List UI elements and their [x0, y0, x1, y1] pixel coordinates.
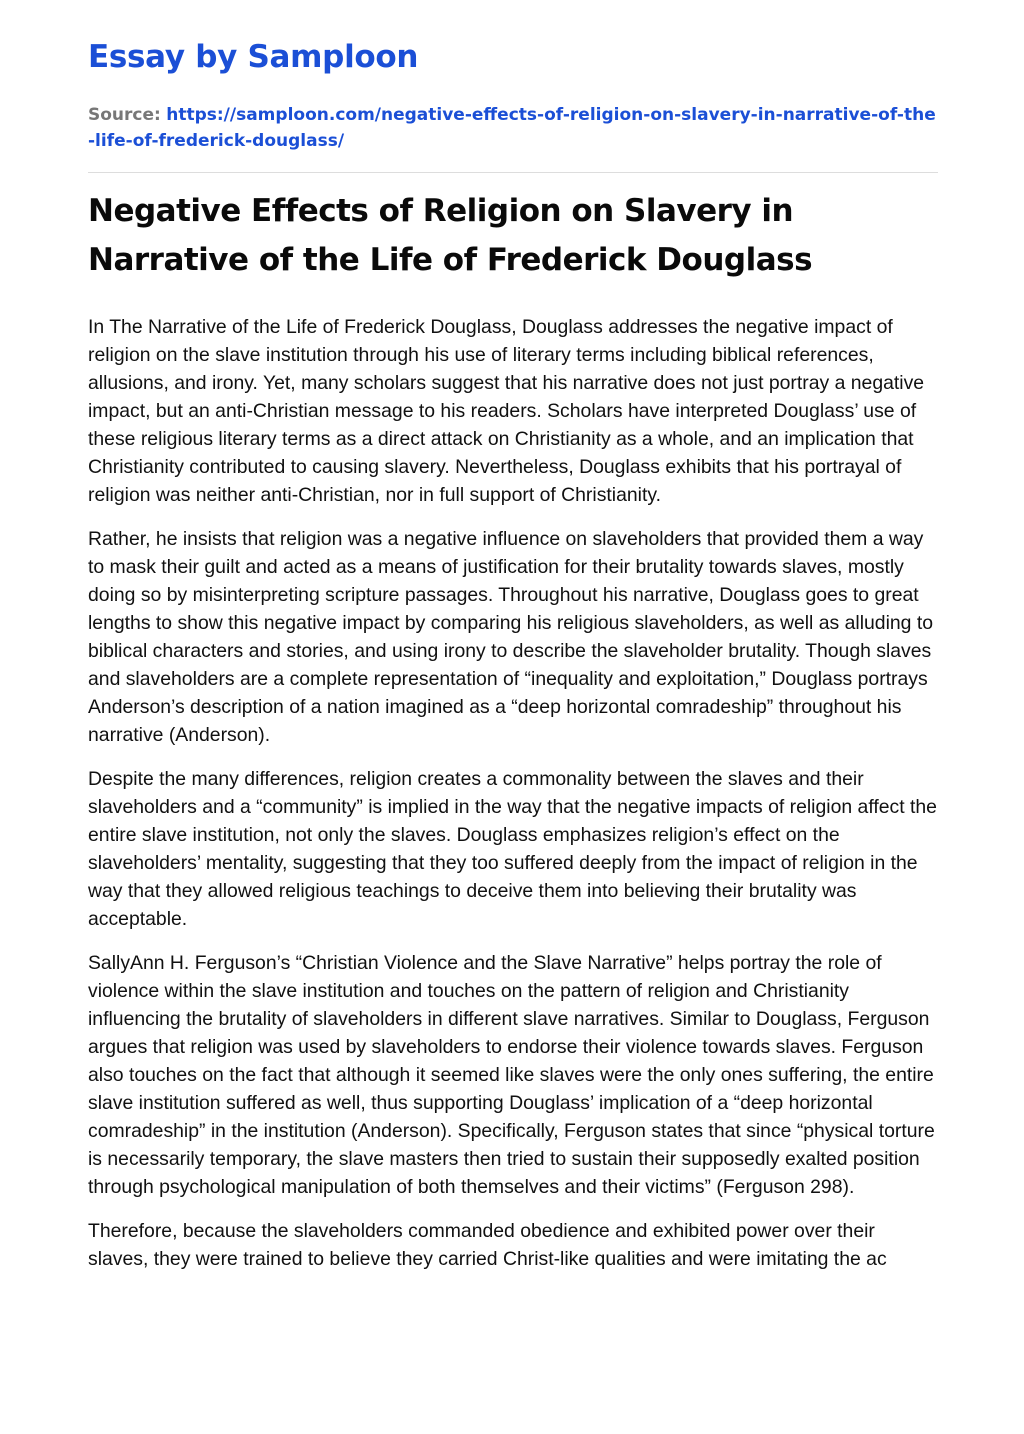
- article-title: Negative Effects of Religion on Slavery in Narrative of the Life of Frederick Douglass: [88, 193, 813, 278]
- essay-page: [88, 0, 938, 1289]
- paragraph-3: Despite the many differences, religion creates a commonality between the slaves and their slaveholders and a “community” is implied in the way that the negative impacts of religion affect the entire slave institution, not only the slaves. Douglass emphasizes religion’s effect on the slaveholders’ mentality, suggesting that they too suffered deeply from the impact of religion in the way that they allowed religious teachings to deceive them into believing their brutality was acceptable.: [88, 768, 937, 930]
- article-body: [88, 313, 938, 1273]
- source-link[interactable]: https://samploon.com/negative-effects-of-religion-on-slavery-in-narrative-of-the-life-of-frederick-douglass/: [88, 105, 936, 151]
- paragraph-5: Therefore, because the slaveholders commanded obedience and exhibited power over their slaves, they were trained to believe they carried Christ-like qualities and were imitating the ac: [88, 1220, 887, 1270]
- paragraph-4: SallyAnn H. Ferguson’s “Christian Violence and the Slave Narrative” helps portray the role of violence within the slave institution and touches on the pattern of religion and Christianity influencing the brutality of slaveholders in different slave narratives. Similar to Douglass, Ferguson argues that religion was used by slaveholders to endorse their violence towards slaves. Ferguson also touches on the fact that although it seemed like slaves were the only ones suffering, the entire slave institution suffered as well, thus supporting Douglass’ implication of a “deep horizontal comradeship” in the institution (Anderson). Specifically, Ferguson states that since “physical torture is necessarily temporary, the slave masters then tried to sustain their supposedly exalted position through psychological manipulation of both themselves and their victims” (Ferguson 298).: [88, 952, 935, 1198]
- source-line: [88, 102, 938, 154]
- site-brand[interactable]: Essay by Samploon: [88, 39, 419, 75]
- divider: [88, 172, 938, 173]
- source-label: Source:: [88, 105, 161, 125]
- paragraph-1: In The Narrative of the Life of Frederick Douglass, Douglass addresses the negative impact of religion on the slave institution through his use of literary terms including biblical references, allusions, and irony. Yet, many scholars suggest that his narrative does not just portray a negative impact, but an anti-Christian message to his readers. Scholars have interpreted Douglass’ use of these religious literary terms as a direct attack on Christianity as a whole, and an implication that Christianity contributed to causing slavery. Nevertheless, Douglass exhibits that his portrayal of religion was neither anti-Christian, nor in full support of Christianity.: [88, 316, 925, 506]
- paragraph-2: Rather, he insists that religion was a negative influence on slaveholders that provided them a way to mask their guilt and acted as a means of justification for their brutality towards slaves, mostly doing so by misinterpreting scripture passages. Throughout his narrative, Douglass goes to great lengths to show this negative impact by comparing his religious slaveholders, as well as alluding to biblical characters and stories, and using irony to describe the slaveholder brutality. Though slaves and slaveholders are a complete representation of “inequality and exploitation,” Douglass portrays Anderson’s description of a nation imagined as a “deep horizontal comradeship” throughout his narrative (Anderson).: [88, 528, 934, 746]
